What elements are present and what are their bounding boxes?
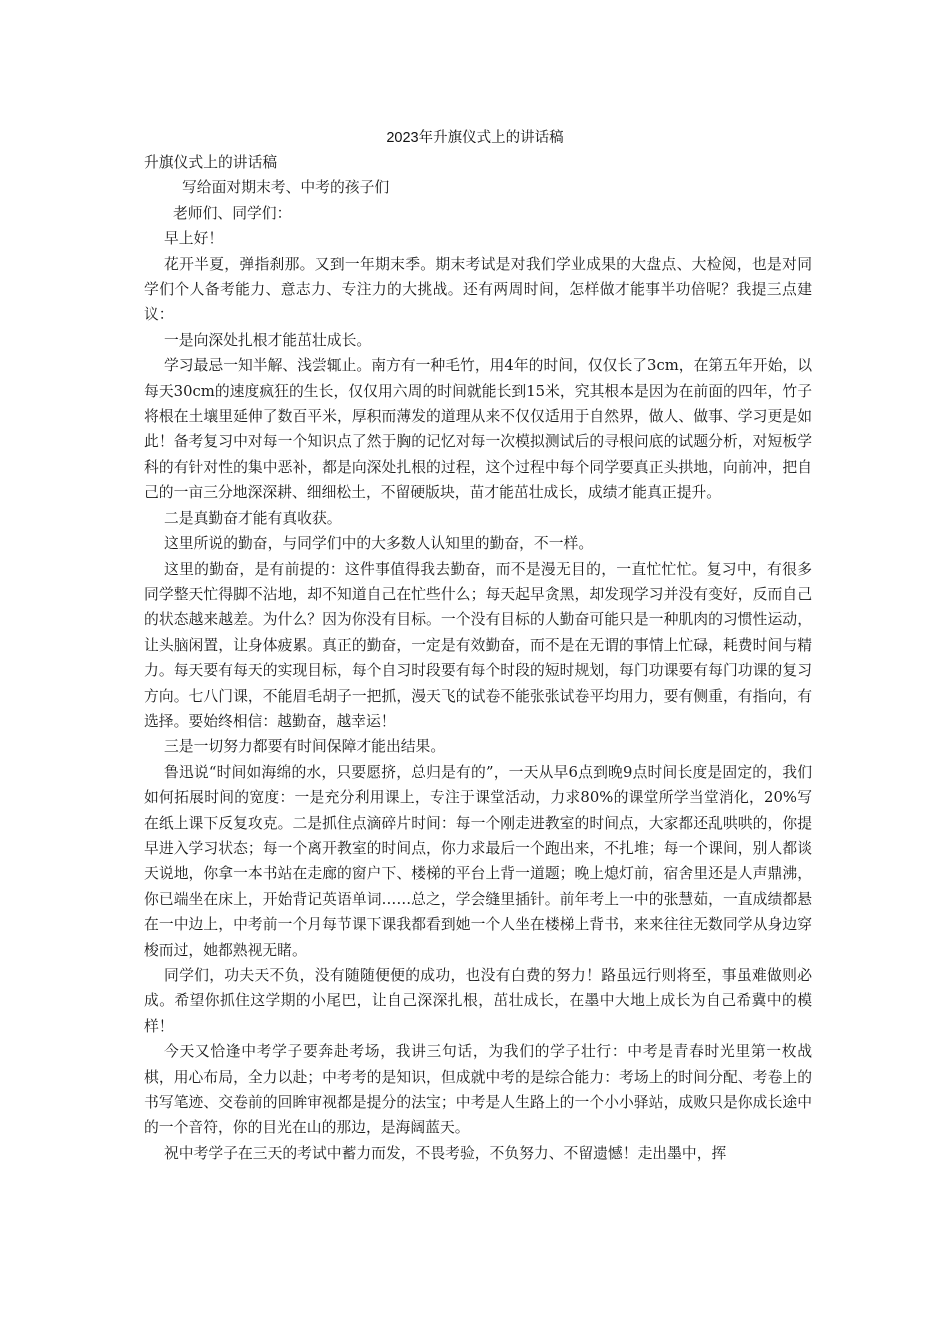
body-paragraph: 学习最忌一知半解、浅尝辄止。南方有一种毛竹，用4年的时间，仅仅长了3cm，在第五年开始，以每天30cm的速度疯狂的生长，仅仅用六周的时间就能长到15米，究其根本是因为在前面的四年，竹子将根在土壤里延伸了数百平米，厚积而薄发的道理从来不仅仅适用于自然界，做人、做事、学习更是如此！备考复习中对每一个知识点了然于胸的记忆对每一次模拟测试后的寻根问底的试题分析，对短板学科的有针对性的集中恶补，都是向深处扎根的过程，这个过程中每个同学要真正头拱地，向前冲，把自己的一亩三分地深深耕、细细松土，不留硬版块，苗才能茁壮成长，成绩才能真正提升。	[144, 357, 812, 502]
point-heading: 二是真勤奋才能有真收获。	[164, 509, 342, 527]
document-title: 2023年升旗仪式上的讲话稿	[386, 130, 564, 146]
subtitle-paragraph: 写给面对期末考、中考的孩子们	[182, 179, 390, 197]
point-heading: 三是一切努力都要有时间保障才能出结果。	[164, 738, 446, 756]
body-paragraph: 同学们，功夫天不负，没有随随便便的成功，也没有白费的努力！路虽远行则将至，事虽难做则必成。希望你抓住这学期的小尾巴，让自己深深扎根，茁壮成长，在墨中大地上成长为自己希冀中的模样！	[144, 967, 812, 1035]
body-paragraph: 这里所说的勤奋，与同学们中的大多数人认知里的勤奋，不一样。	[164, 535, 594, 553]
heading-paragraph: 升旗仪式上的讲话稿	[144, 154, 278, 171]
salutation-paragraph: 老师们、同学们：	[173, 204, 292, 222]
body-paragraph: 鲁迅说“时间如海绵的水，只要愿挤，总归是有的”，一天从早6点到晚9点时间长度是固定的，我们如何拓展时间的宽度：一是充分利用课上，专注于课堂活动，力求80%的课堂所学当堂消化，20%写在纸上课下反复攻克。二是抓住点滴碎片时间：每一个刚走进教室的时间点，大家都还乱哄哄的，你提早进入学习状态；每一个离开教室的时间点，你力求最后一个跑出来，不扎堆；每一个课间，别人都谈天说地，你拿一本书站在走廊的窗户下、楼梯的平台上背一道题；晚上熄灯前，宿舍里还是人声鼎沸，你已端坐在床上，开始背记英语单词……总之，学会缝里插针。前年考上一中的张慧茹，一直成绩都悬在一中边上，中考前一个月每节课下课我都看到她一个人坐在楼梯上背书，来来往往无数同学从身边穿梭而过，她都熟视无睹。	[144, 763, 812, 959]
document-body	[144, 150, 812, 1166]
body-paragraph: 花开半夏，弹指刹那。又到一年期末季。期末考试是对我们学业成果的大盘点、大检阅，也是对同学们个人备考能力、意志力、专注力的大挑战。还有两周时间，怎样做才能事半功倍呢？我提三点建议：	[144, 255, 812, 324]
greeting-paragraph: 早上好！	[164, 230, 224, 248]
body-paragraph: 这里的勤奋，是有前提的：这件事值得我去勤奋，而不是漫无目的，一直忙忙忙。复习中，有很多同学整天忙得脚不沾地，却不知道自己在忙些什么；每天起早贪黑，却发现学习并没有变好，反而自己的状态越来越差。为什么？因为你没有目标。一个没有目标的人勤奋可能只是一种肌肉的习惯性运动，让头脑闲置，让身体疲累。真正的勤奋，一定是有效勤奋，而不是在无谓的事情上忙碌，耗费时间与精力。每天要有每天的实现目标，每个自习时段要有每个时段的短时规划，每门功课要有每门功课的复习方向。七八门课，不能眉毛胡子一把抓，漫天飞的试卷不能张张试卷平均用力，要有侧重，有指向，有选择。要始终相信：越勤奋，越幸运！	[144, 560, 812, 730]
body-paragraph: 祝中考学子在三天的考试中蓄力而发，不畏考验，不负努力、不留遗憾！走出墨中，挥	[164, 1144, 727, 1162]
point-heading: 一是向深处扎根才能茁壮成长。	[164, 331, 372, 349]
body-paragraph: 今天又恰逢中考学子要奔赴考场，我讲三句话，为我们的学子壮行：中考是青春时光里第一枚战棋，用心布局，全力以赴；中考考的是知识，但成就中考的是综合能力：考场上的时间分配、考卷上的书写笔迹、交卷前的回眸审视都是提分的法宝；中考是人生路上的一个小小驿站，成败只是你成长途中的一个音符，你的目光在山的那边，是海阔蓝天。	[144, 1043, 812, 1137]
